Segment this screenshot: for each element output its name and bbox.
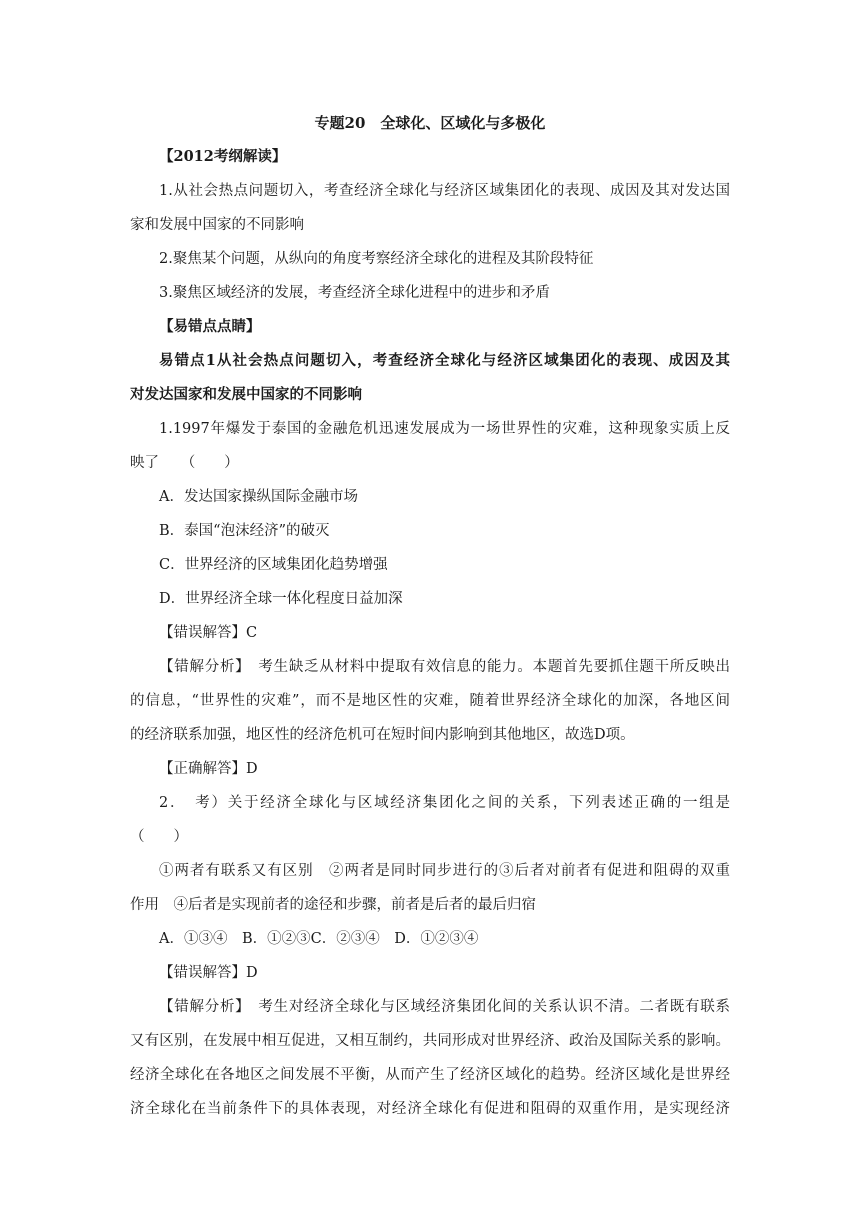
question-2-line-2: （ ） — [130, 829, 188, 845]
error-point-line-2: 对发达国家和发展中国家的不同影响 — [130, 386, 362, 403]
question-1-line-2: 映了 （ ） — [130, 455, 239, 471]
question-1-correct-answer: 【正确解答】D — [159, 761, 258, 777]
question-2-wrong-answer: 【错误解答】D — [159, 965, 258, 981]
document-body — [130, 106, 730, 1126]
question-2-line-1: 2． 考）关于经济全球化与区域经济集团化之间的关系，下列表述正确的一组是 — [159, 795, 730, 811]
syllabus-heading: 【2012考纲解读】 — [159, 148, 287, 165]
error-point-line-1: 易错点1从社会热点问题切入，考查经济全球化与经济区域集团化的表现、成因及其 — [159, 352, 730, 369]
question-2-analysis-line-3: 经济全球化在各地区之间发展不平衡，从而产生了经济区域化的趋势。经济区域化是世界经 — [130, 1067, 730, 1083]
syllabus-item-3: 3.聚焦区域经济的发展，考查经济全球化进程中的进步和矛盾 — [159, 285, 550, 301]
question-1-option-b: B．泰国“泡沫经济”的破灭 — [159, 523, 330, 539]
question-2-statements-line-2: 作用 ④后者是实现前者的途径和步骤，前者是后者的最后归宿 — [130, 897, 536, 913]
question-1-option-d: D．世界经济全球一体化程度日益加深 — [159, 591, 403, 607]
errors-heading: 【易错点点睛】 — [159, 318, 261, 335]
question-2-options: A．①③④ B．①②③C．②③④ D．①②③④ — [159, 931, 479, 947]
question-2-analysis-line-1: 【错解分析】 考生对经济全球化与区域经济集团化间的关系认识不清。二者既有联系 — [159, 999, 730, 1015]
question-1-analysis-line-3: 的经济联系加强，地区性的经济危机可在短时间内影响到其他地区，故选D项。 — [130, 727, 635, 743]
question-2-analysis-line-2: 又有区别，在发展中相互促进，又相互制约，共同形成对世界经济、政治及国际关系的影响。 — [130, 1033, 730, 1049]
question-1-analysis-line-2: 的信息，“世界性的灾难”，而不是地区性的灾难，随着世界经济全球化的加深，各地区间 — [130, 693, 730, 709]
question-2-statements-line-1: ①两者有联系又有区别 ②两者是同时同步进行的③后者对前者有促进和阻碍的双重 — [159, 863, 730, 879]
syllabus-item-1-line-2: 家和发展中国家的不同影响 — [130, 217, 304, 233]
question-1-wrong-answer: 【错误解答】C — [159, 625, 258, 641]
document-title: 专题20 全球化、区域化与多极化 — [314, 114, 546, 132]
question-1-option-c: C．世界经济的区域集团化趋势增强 — [159, 557, 388, 573]
question-1-analysis-line-1: 【错解分析】 考生缺乏从材料中提取有效信息的能力。本题首先要抓住题干所反映出 — [159, 659, 730, 675]
syllabus-item-1-line-1: 1.从社会热点问题切入，考查经济全球化与经济区域集团化的表现、成因及其对发达国 — [159, 183, 730, 199]
syllabus-item-2: 2.聚焦某个问题，从纵向的角度考察经济全球化的进程及其阶段特征 — [159, 251, 594, 267]
question-2-analysis-line-4: 济全球化在当前条件下的具体表现，对经济全球化有促进和阻碍的双重作用，是实现经济 — [130, 1101, 730, 1117]
question-1-line-1: 1.1997年爆发于泰国的金融危机迅速发展成为一场世界性的灾难，这种现象实质上反 — [159, 421, 730, 437]
question-1-option-a: A．发达国家操纵国际金融市场 — [159, 489, 358, 505]
